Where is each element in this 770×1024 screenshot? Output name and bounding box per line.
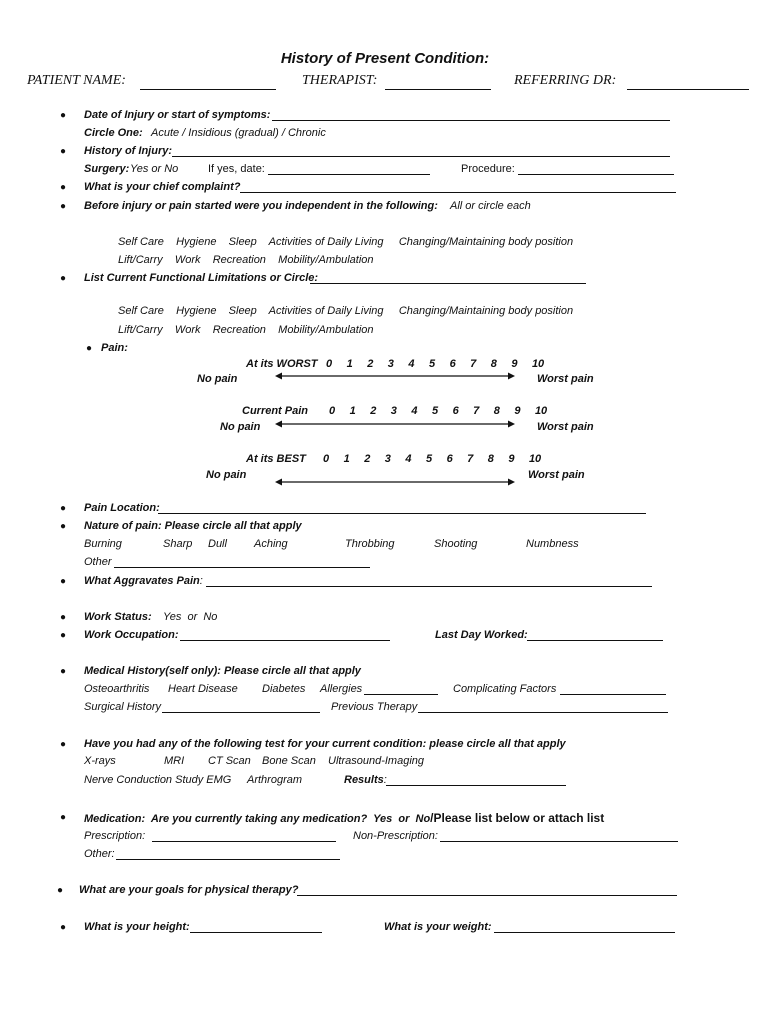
pain-scale-label: At its WORST (246, 358, 318, 370)
tests-label: Have you had any of the following test for your current condition: please circle all that apply (84, 738, 566, 750)
patient-name-field[interactable] (140, 89, 276, 90)
goals-field[interactable] (297, 895, 677, 896)
bullet: ● (60, 666, 67, 677)
circle-one-options[interactable]: Acute / Insidious (gradual) / Chronic (151, 127, 326, 139)
no-pain-label: No pain (197, 373, 238, 385)
pain-number[interactable]: 8 (487, 453, 494, 465)
bullet: ● (60, 576, 67, 587)
aggravates-field[interactable] (206, 586, 652, 587)
medication-tail: /Please list below or attach list (430, 811, 605, 825)
no-pain-label: No pain (206, 469, 247, 481)
pain-number[interactable]: 6 (446, 453, 453, 465)
referring-dr-label: REFERRING DR: (514, 73, 617, 88)
no-pain-label: No pain (220, 421, 261, 433)
complicating-field[interactable] (560, 694, 666, 695)
pain-number[interactable]: 8 (490, 358, 497, 370)
functional-field[interactable] (310, 283, 586, 284)
pain-number[interactable]: 9 (508, 453, 515, 465)
test-option[interactable]: X-rays (84, 755, 116, 767)
nature-option[interactable]: Sharp (163, 538, 193, 550)
med-other-field[interactable] (116, 859, 340, 860)
height-field[interactable] (190, 932, 322, 933)
pain-number[interactable]: 10 (528, 453, 542, 465)
pain-number[interactable]: 3 (384, 453, 391, 465)
date-injury-label: Date of Injury or start of symptoms: (84, 109, 271, 121)
medical-history-label: Medical History(self only): Please circle all that apply (84, 665, 361, 677)
bullet: ● (60, 739, 67, 750)
functional-options-1[interactable]: Self Care Hygiene Sleep Activities of Daily Living Changing/Maintaining body position (118, 305, 574, 317)
non-prescription-field[interactable] (440, 841, 678, 842)
worst-pain-label: Worst pain (537, 421, 594, 433)
independent-note: All or circle each (450, 200, 531, 212)
bullet: ● (60, 201, 67, 212)
previous-therapy-field[interactable] (418, 712, 668, 713)
pain-label: Pain: (101, 342, 128, 354)
medication-label (84, 811, 604, 825)
functional-label: List Current Functional Limitations or Circle: (84, 272, 319, 284)
surgery-options[interactable]: Yes or No (130, 163, 179, 175)
referring-dr-field[interactable] (627, 89, 749, 90)
test-option[interactable]: MRI (164, 755, 185, 767)
activities-options-2[interactable]: Lift/Carry Work Recreation Mobility/Ambulation (118, 254, 374, 266)
nature-option[interactable]: Dull (208, 538, 227, 550)
last-day-label: Last Day Worked: (435, 629, 528, 641)
pain-number[interactable]: 9 (514, 405, 521, 417)
therapist-field[interactable] (385, 89, 491, 90)
med-option[interactable]: Allergies (320, 683, 363, 695)
bullet: ● (57, 885, 64, 896)
nature-option[interactable]: Numbness (526, 538, 579, 550)
pain-number[interactable]: 3 (387, 358, 394, 370)
procedure-label: Procedure: (461, 163, 515, 175)
surgery-label: Surgery: (84, 163, 130, 175)
pain-number[interactable]: 5 (431, 405, 439, 417)
pain-number[interactable]: 1 (343, 453, 350, 465)
pain-number[interactable]: 3 (390, 405, 397, 417)
aggravates-label: What Aggravates Pain: (84, 575, 203, 587)
surgical-history-label: Surgical History (84, 701, 162, 713)
other-label: Other (84, 556, 112, 568)
pain-scale-arrow (275, 419, 515, 429)
pain-numbers[interactable] (323, 453, 541, 465)
previous-therapy-label: Previous Therapy (331, 701, 418, 713)
test-option[interactable]: Arthrogram (247, 774, 303, 786)
worst-pain-label: Worst pain (537, 373, 594, 385)
pain-number[interactable]: 1 (346, 358, 353, 370)
procedure-field[interactable] (518, 174, 674, 175)
pain-number[interactable]: 2 (364, 453, 371, 465)
nature-option[interactable]: Shooting (434, 538, 478, 550)
pain-number[interactable]: 0 (326, 358, 333, 370)
history-injury-label: History of Injury: (84, 145, 173, 157)
pain-location-label: Pain Location: (84, 502, 160, 514)
chief-complaint-label: What is your chief complaint? (84, 181, 241, 193)
pain-number[interactable]: 7 (473, 405, 480, 417)
pain-number[interactable]: 6 (452, 405, 459, 417)
bullet: ● (60, 922, 67, 933)
pain-number[interactable]: 7 (467, 453, 474, 465)
prescription-label: Prescription: (84, 830, 146, 842)
bullet: ● (60, 812, 67, 823)
pain-scale-label: At its BEST (246, 453, 306, 465)
pain-number[interactable]: 7 (470, 358, 477, 370)
page-title: History of Present Condition: (280, 50, 490, 67)
med-other-label: Other: (84, 848, 115, 860)
pain-scale-arrow (275, 477, 515, 487)
date-injury-field[interactable] (272, 120, 670, 121)
height-label: What is your height: (84, 921, 190, 933)
bullet: ● (60, 612, 67, 623)
results-label: Results: (344, 774, 387, 786)
last-day-field[interactable] (527, 640, 663, 641)
non-prescription-label: Non-Prescription: (353, 830, 438, 842)
medication-question: Medication: Are you currently taking any medication? Yes or No (84, 813, 431, 825)
prescription-field[interactable] (152, 841, 336, 842)
worst-pain-label: Worst pain (528, 469, 585, 481)
nature-label: Nature of pain: Please circle all that apply (84, 520, 302, 532)
test-option[interactable]: CT Scan (208, 755, 251, 767)
activities-options-1[interactable]: Self Care Hygiene Sleep Activities of Daily Living Changing/Maintaining body position (118, 236, 574, 248)
pain-numbers[interactable] (326, 358, 544, 370)
chief-complaint-field[interactable] (240, 192, 676, 193)
circle-one-label: Circle One: (84, 127, 143, 139)
work-occupation-field[interactable] (180, 640, 390, 641)
bullet: ● (60, 110, 67, 121)
test-option[interactable]: Ultrasound-Imaging (328, 755, 424, 767)
if-yes-date-field[interactable] (268, 174, 430, 175)
nature-option[interactable]: Burning (84, 538, 122, 550)
pain-number[interactable]: 2 (367, 358, 374, 370)
allergies-field[interactable] (364, 694, 438, 695)
med-option[interactable]: Osteoarthritis (84, 683, 150, 695)
bullet: ● (60, 630, 67, 641)
patient-name-label: PATIENT NAME: (27, 73, 126, 88)
bullet: ● (60, 521, 67, 532)
results-text: Results (344, 774, 384, 786)
pain-number[interactable]: 1 (349, 405, 356, 417)
independent-label: Before injury or pain started were you independent in the following: (84, 200, 438, 212)
weight-label: What is your weight: (384, 921, 492, 933)
pain-number[interactable]: 10 (534, 405, 548, 417)
therapist-label: THERAPIST: (302, 73, 378, 88)
pain-number[interactable]: 0 (329, 405, 336, 417)
pain-scale-arrow (275, 371, 515, 381)
work-status-options[interactable]: Yes or No (163, 611, 218, 623)
work-occupation-label: Work Occupation: (84, 629, 179, 641)
work-status-label: Work Status: (84, 611, 152, 623)
nature-option[interactable]: Throbbing (345, 538, 395, 550)
pain-number[interactable]: 5 (428, 358, 436, 370)
pain-number[interactable]: 5 (425, 453, 433, 465)
pain-numbers[interactable] (329, 405, 547, 417)
if-yes-date-label: If yes, date: (208, 163, 265, 175)
goals-label: What are your goals for physical therapy? (79, 884, 299, 896)
functional-options-2[interactable]: Lift/Carry Work Recreation Mobility/Ambulation (118, 324, 374, 336)
bullet: ● (60, 182, 67, 193)
bullet: ● (60, 503, 67, 514)
history-injury-field[interactable] (172, 156, 670, 157)
results-field[interactable] (386, 785, 566, 786)
test-option[interactable]: Bone Scan (262, 755, 316, 767)
complicating-label: Complicating Factors (453, 683, 557, 695)
pain-number[interactable]: 4 (408, 358, 415, 370)
bullet: ● (86, 343, 93, 354)
bullet: ● (60, 273, 67, 284)
test-option[interactable]: Nerve Conduction Study EMG (84, 774, 232, 786)
pain-scale-label: Current Pain (242, 405, 309, 417)
med-option[interactable]: Heart Disease (168, 683, 238, 695)
pain-number[interactable]: 2 (370, 405, 377, 417)
weight-field[interactable] (494, 932, 675, 933)
pain-number[interactable]: 0 (323, 453, 330, 465)
pain-number[interactable]: 8 (493, 405, 500, 417)
bullet: ● (60, 146, 67, 157)
pain-number[interactable]: 6 (449, 358, 456, 370)
pain-number[interactable]: 4 (405, 453, 412, 465)
surgical-history-field[interactable] (162, 712, 320, 713)
other-field[interactable] (114, 567, 370, 568)
pain-number[interactable]: 4 (411, 405, 418, 417)
nature-option[interactable]: Aching (254, 538, 288, 550)
pain-location-field[interactable] (158, 513, 646, 514)
aggravates-text: What Aggravates Pain (84, 575, 200, 587)
pain-number[interactable]: 9 (511, 358, 518, 370)
pain-number[interactable]: 10 (531, 358, 545, 370)
med-option[interactable]: Diabetes (262, 683, 306, 695)
